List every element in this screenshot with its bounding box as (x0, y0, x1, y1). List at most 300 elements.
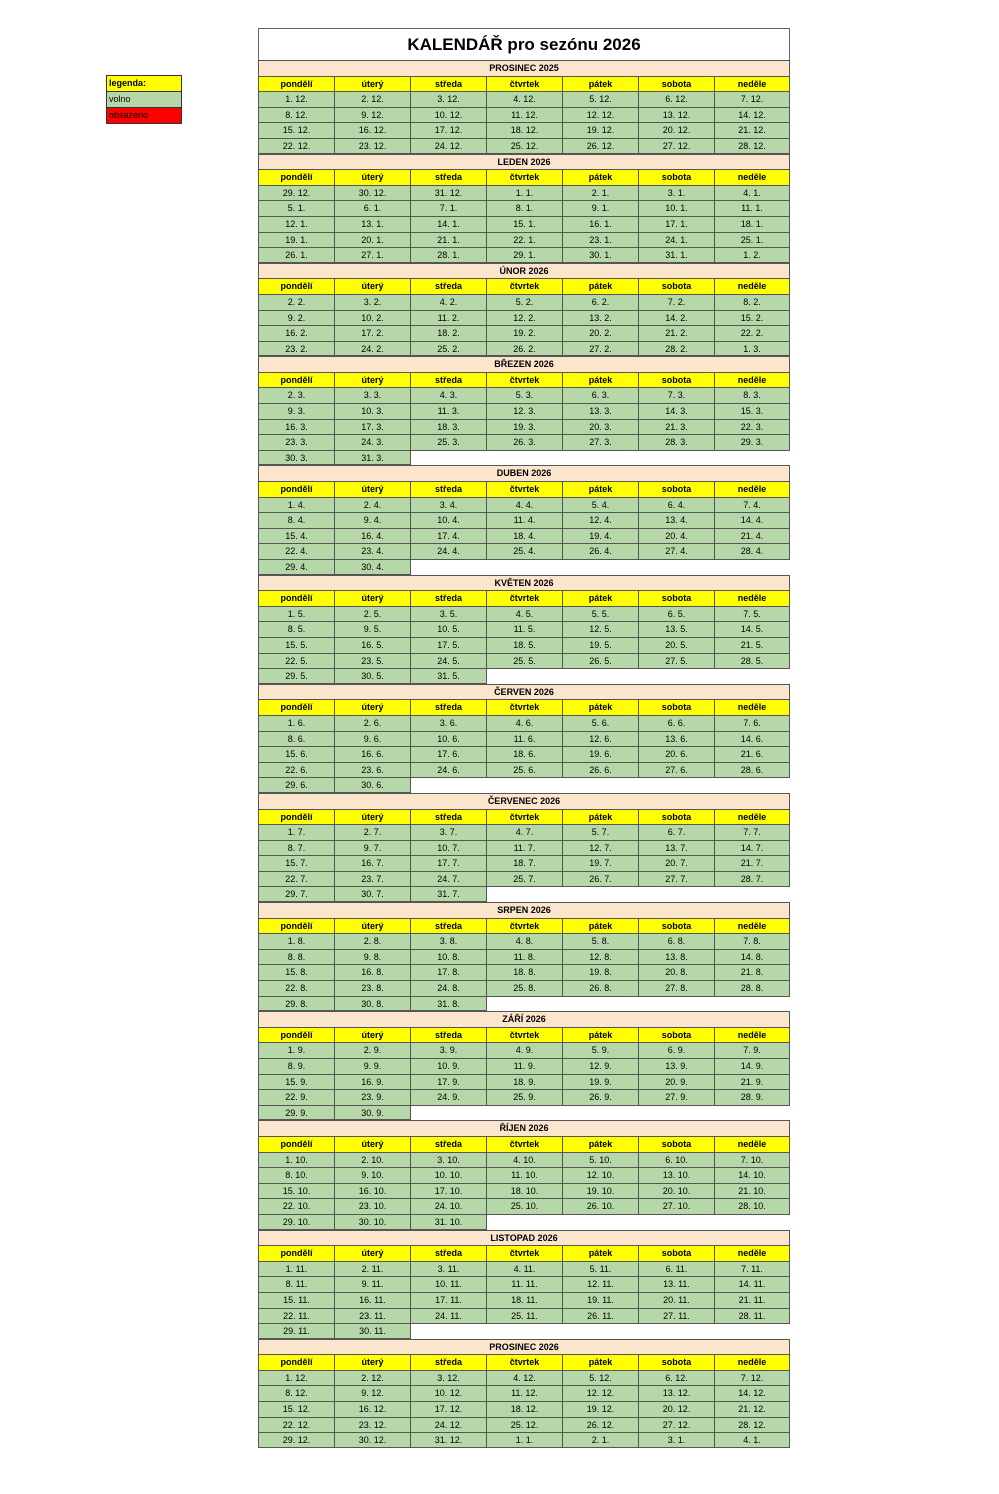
day-cell[interactable]: 25. 3. (410, 434, 486, 450)
day-cell[interactable]: 24. 12. (410, 1417, 486, 1433)
day-cell[interactable]: 16. 12. (334, 1401, 410, 1417)
day-cell[interactable]: 11. 4. (486, 512, 562, 528)
day-cell[interactable]: 14. 7. (714, 840, 790, 856)
day-cell[interactable]: 29. 8. (258, 996, 334, 1012)
day-cell[interactable]: 1. 3. (714, 341, 790, 357)
day-cell[interactable]: 19. 10. (562, 1183, 638, 1199)
day-cell[interactable]: 18. 8. (486, 964, 562, 980)
day-cell[interactable]: 18. 2. (410, 325, 486, 341)
day-cell[interactable]: 17. 6. (410, 746, 486, 762)
day-cell[interactable]: 21. 3. (638, 419, 714, 435)
day-cell[interactable]: 7. 11. (714, 1261, 790, 1277)
day-cell[interactable]: 30. 3. (258, 450, 334, 466)
day-cell[interactable]: 31. 3. (334, 450, 410, 466)
day-cell[interactable]: 28. 12. (714, 1417, 790, 1433)
day-cell[interactable]: 2. 12. (334, 91, 410, 107)
day-cell[interactable]: 24. 8. (410, 980, 486, 996)
day-cell[interactable]: 14. 4. (714, 512, 790, 528)
day-cell[interactable]: 3. 3. (334, 387, 410, 403)
day-cell[interactable]: 21. 4. (714, 528, 790, 544)
day-cell[interactable]: 7. 7. (714, 824, 790, 840)
day-cell[interactable]: 18. 4. (486, 528, 562, 544)
day-cell[interactable]: 8. 8. (258, 949, 334, 965)
day-cell[interactable]: 17. 9. (410, 1074, 486, 1090)
day-cell[interactable]: 30. 8. (334, 996, 410, 1012)
day-cell[interactable]: 28. 4. (714, 543, 790, 559)
day-cell[interactable]: 18. 6. (486, 746, 562, 762)
day-cell[interactable]: 13. 10. (638, 1167, 714, 1183)
day-cell[interactable]: 26. 10. (562, 1198, 638, 1214)
day-cell[interactable]: 13. 5. (638, 621, 714, 637)
day-cell[interactable]: 27. 7. (638, 871, 714, 887)
day-cell[interactable]: 27. 11. (638, 1308, 714, 1324)
day-cell[interactable]: 12. 2. (486, 310, 562, 326)
day-cell[interactable]: 22. 12. (258, 1417, 334, 1433)
day-cell[interactable]: 1. 8. (258, 933, 334, 949)
day-cell[interactable]: 2. 11. (334, 1261, 410, 1277)
day-cell[interactable]: 26. 9. (562, 1089, 638, 1105)
day-cell[interactable]: 1. 5. (258, 606, 334, 622)
day-cell[interactable]: 8. 6. (258, 731, 334, 747)
day-cell[interactable]: 2. 6. (334, 715, 410, 731)
day-cell[interactable]: 26. 3. (486, 434, 562, 450)
day-cell[interactable]: 10. 4. (410, 512, 486, 528)
day-cell[interactable]: 14. 12. (714, 1385, 790, 1401)
day-cell[interactable]: 20. 3. (562, 419, 638, 435)
day-cell[interactable]: 11. 2. (410, 310, 486, 326)
day-cell[interactable]: 5. 1. (258, 200, 334, 216)
day-cell[interactable]: 12. 4. (562, 512, 638, 528)
day-cell[interactable]: 15. 6. (258, 746, 334, 762)
day-cell[interactable]: 3. 10. (410, 1152, 486, 1168)
day-cell[interactable]: 5. 10. (562, 1152, 638, 1168)
day-cell[interactable]: 6. 9. (638, 1042, 714, 1058)
day-cell[interactable]: 18. 7. (486, 855, 562, 871)
day-cell[interactable]: 11. 3. (410, 403, 486, 419)
day-cell[interactable]: 31. 1. (638, 247, 714, 263)
day-cell[interactable]: 31. 12. (410, 185, 486, 201)
day-cell[interactable]: 28. 6. (714, 762, 790, 778)
day-cell[interactable]: 12. 12. (562, 107, 638, 123)
day-cell[interactable]: 25. 5. (486, 653, 562, 669)
day-cell[interactable]: 29. 5. (258, 668, 334, 684)
day-cell[interactable]: 24. 9. (410, 1089, 486, 1105)
day-cell[interactable]: 1. 9. (258, 1042, 334, 1058)
day-cell[interactable]: 20. 1. (334, 232, 410, 248)
day-cell[interactable]: 5. 11. (562, 1261, 638, 1277)
day-cell[interactable]: 30. 5. (334, 668, 410, 684)
day-cell[interactable]: 3. 4. (410, 497, 486, 513)
day-cell[interactable]: 7. 6. (714, 715, 790, 731)
day-cell[interactable]: 23. 5. (334, 653, 410, 669)
day-cell[interactable]: 21. 9. (714, 1074, 790, 1090)
day-cell[interactable]: 2. 1. (562, 185, 638, 201)
day-cell[interactable]: 31. 7. (410, 886, 486, 902)
day-cell[interactable]: 5. 8. (562, 933, 638, 949)
day-cell[interactable]: 8. 5. (258, 621, 334, 637)
day-cell[interactable]: 23. 12. (334, 1417, 410, 1433)
day-cell[interactable]: 27. 5. (638, 653, 714, 669)
day-cell[interactable]: 13. 12. (638, 107, 714, 123)
day-cell[interactable]: 29. 12. (258, 1432, 334, 1448)
day-cell[interactable]: 19. 11. (562, 1292, 638, 1308)
day-cell[interactable]: 26. 7. (562, 871, 638, 887)
day-cell[interactable]: 14. 6. (714, 731, 790, 747)
day-cell[interactable]: 12. 8. (562, 949, 638, 965)
day-cell[interactable]: 25. 12. (486, 138, 562, 154)
day-cell[interactable]: 25. 1. (714, 232, 790, 248)
day-cell[interactable]: 16. 8. (334, 964, 410, 980)
day-cell[interactable]: 22. 5. (258, 653, 334, 669)
day-cell[interactable]: 23. 1. (562, 232, 638, 248)
day-cell[interactable]: 8. 9. (258, 1058, 334, 1074)
day-cell[interactable]: 9. 8. (334, 949, 410, 965)
day-cell[interactable]: 24. 11. (410, 1308, 486, 1324)
day-cell[interactable]: 18. 9. (486, 1074, 562, 1090)
day-cell[interactable]: 6. 3. (562, 387, 638, 403)
day-cell[interactable]: 19. 2. (486, 325, 562, 341)
day-cell[interactable]: 24. 4. (410, 543, 486, 559)
day-cell[interactable]: 3. 6. (410, 715, 486, 731)
day-cell[interactable]: 9. 12. (334, 1385, 410, 1401)
day-cell[interactable]: 27. 10. (638, 1198, 714, 1214)
day-cell[interactable]: 22. 10. (258, 1198, 334, 1214)
day-cell[interactable]: 10. 5. (410, 621, 486, 637)
day-cell[interactable]: 8. 10. (258, 1167, 334, 1183)
day-cell[interactable]: 16. 5. (334, 637, 410, 653)
day-cell[interactable]: 25. 11. (486, 1308, 562, 1324)
day-cell[interactable]: 9. 12. (334, 107, 410, 123)
day-cell[interactable]: 18. 12. (486, 122, 562, 138)
day-cell[interactable]: 1. 1. (486, 1432, 562, 1448)
day-cell[interactable]: 5. 7. (562, 824, 638, 840)
day-cell[interactable]: 26. 5. (562, 653, 638, 669)
day-cell[interactable]: 28. 1. (410, 247, 486, 263)
day-cell[interactable]: 28. 7. (714, 871, 790, 887)
day-cell[interactable]: 11. 12. (486, 107, 562, 123)
day-cell[interactable]: 11. 6. (486, 731, 562, 747)
day-cell[interactable]: 18. 11. (486, 1292, 562, 1308)
day-cell[interactable]: 3. 1. (638, 185, 714, 201)
day-cell[interactable]: 15. 11. (258, 1292, 334, 1308)
day-cell[interactable]: 22. 12. (258, 138, 334, 154)
day-cell[interactable]: 17. 2. (334, 325, 410, 341)
day-cell[interactable]: 30. 7. (334, 886, 410, 902)
day-cell[interactable]: 8. 12. (258, 1385, 334, 1401)
day-cell[interactable]: 18. 5. (486, 637, 562, 653)
day-cell[interactable]: 3. 11. (410, 1261, 486, 1277)
day-cell[interactable]: 10. 7. (410, 840, 486, 856)
day-cell[interactable]: 4. 4. (486, 497, 562, 513)
day-cell[interactable]: 18. 1. (714, 216, 790, 232)
day-cell[interactable]: 6. 5. (638, 606, 714, 622)
day-cell[interactable]: 14. 2. (638, 310, 714, 326)
day-cell[interactable]: 21. 10. (714, 1183, 790, 1199)
day-cell[interactable]: 28. 11. (714, 1308, 790, 1324)
day-cell[interactable]: 22. 1. (486, 232, 562, 248)
day-cell[interactable]: 4. 9. (486, 1042, 562, 1058)
day-cell[interactable]: 21. 12. (714, 1401, 790, 1417)
day-cell[interactable]: 9. 7. (334, 840, 410, 856)
day-cell[interactable]: 13. 3. (562, 403, 638, 419)
day-cell[interactable]: 5. 5. (562, 606, 638, 622)
day-cell[interactable]: 11. 9. (486, 1058, 562, 1074)
day-cell[interactable]: 16. 7. (334, 855, 410, 871)
day-cell[interactable]: 24. 7. (410, 871, 486, 887)
day-cell[interactable]: 3. 2. (334, 294, 410, 310)
day-cell[interactable]: 17. 3. (334, 419, 410, 435)
day-cell[interactable]: 4. 1. (714, 1432, 790, 1448)
day-cell[interactable]: 5. 3. (486, 387, 562, 403)
day-cell[interactable]: 26. 1. (258, 247, 334, 263)
day-cell[interactable]: 12. 11. (562, 1276, 638, 1292)
day-cell[interactable]: 20. 11. (638, 1292, 714, 1308)
day-cell[interactable]: 27. 12. (638, 1417, 714, 1433)
day-cell[interactable]: 14. 3. (638, 403, 714, 419)
day-cell[interactable]: 2. 7. (334, 824, 410, 840)
day-cell[interactable]: 20. 6. (638, 746, 714, 762)
day-cell[interactable]: 16. 2. (258, 325, 334, 341)
day-cell[interactable]: 15. 10. (258, 1183, 334, 1199)
day-cell[interactable]: 16. 11. (334, 1292, 410, 1308)
day-cell[interactable]: 25. 4. (486, 543, 562, 559)
day-cell[interactable]: 10. 12. (410, 1385, 486, 1401)
day-cell[interactable]: 24. 2. (334, 341, 410, 357)
day-cell[interactable]: 2. 8. (334, 933, 410, 949)
day-cell[interactable]: 29. 6. (258, 777, 334, 793)
day-cell[interactable]: 21. 2. (638, 325, 714, 341)
day-cell[interactable]: 20. 8. (638, 964, 714, 980)
day-cell[interactable]: 9. 10. (334, 1167, 410, 1183)
day-cell[interactable]: 19. 4. (562, 528, 638, 544)
day-cell[interactable]: 20. 10. (638, 1183, 714, 1199)
day-cell[interactable]: 2. 10. (334, 1152, 410, 1168)
day-cell[interactable]: 4. 12. (486, 91, 562, 107)
day-cell[interactable]: 20. 4. (638, 528, 714, 544)
day-cell[interactable]: 13. 9. (638, 1058, 714, 1074)
day-cell[interactable]: 29. 4. (258, 559, 334, 575)
day-cell[interactable]: 11. 7. (486, 840, 562, 856)
day-cell[interactable]: 11. 1. (714, 200, 790, 216)
day-cell[interactable]: 20. 12. (638, 122, 714, 138)
day-cell[interactable]: 12. 1. (258, 216, 334, 232)
day-cell[interactable]: 1. 4. (258, 497, 334, 513)
day-cell[interactable]: 29. 12. (258, 185, 334, 201)
day-cell[interactable]: 4. 2. (410, 294, 486, 310)
day-cell[interactable]: 21. 6. (714, 746, 790, 762)
day-cell[interactable]: 26. 8. (562, 980, 638, 996)
day-cell[interactable]: 5. 2. (486, 294, 562, 310)
day-cell[interactable]: 9. 4. (334, 512, 410, 528)
day-cell[interactable]: 4. 10. (486, 1152, 562, 1168)
day-cell[interactable]: 7. 9. (714, 1042, 790, 1058)
day-cell[interactable]: 1. 6. (258, 715, 334, 731)
day-cell[interactable]: 13. 7. (638, 840, 714, 856)
day-cell[interactable]: 11. 10. (486, 1167, 562, 1183)
day-cell[interactable]: 25. 6. (486, 762, 562, 778)
day-cell[interactable]: 5. 6. (562, 715, 638, 731)
day-cell[interactable]: 22. 9. (258, 1089, 334, 1105)
day-cell[interactable]: 7. 4. (714, 497, 790, 513)
day-cell[interactable]: 24. 1. (638, 232, 714, 248)
day-cell[interactable]: 14. 10. (714, 1167, 790, 1183)
day-cell[interactable]: 17. 1. (638, 216, 714, 232)
day-cell[interactable]: 19. 1. (258, 232, 334, 248)
day-cell[interactable]: 17. 7. (410, 855, 486, 871)
day-cell[interactable]: 10. 3. (334, 403, 410, 419)
day-cell[interactable]: 27. 8. (638, 980, 714, 996)
day-cell[interactable]: 22. 7. (258, 871, 334, 887)
day-cell[interactable]: 22. 11. (258, 1308, 334, 1324)
day-cell[interactable]: 7. 1. (410, 200, 486, 216)
day-cell[interactable]: 13. 2. (562, 310, 638, 326)
day-cell[interactable]: 19. 7. (562, 855, 638, 871)
day-cell[interactable]: 10. 10. (410, 1167, 486, 1183)
day-cell[interactable]: 24. 6. (410, 762, 486, 778)
day-cell[interactable]: 31. 12. (410, 1432, 486, 1448)
day-cell[interactable]: 23. 12. (334, 138, 410, 154)
day-cell[interactable]: 2. 5. (334, 606, 410, 622)
day-cell[interactable]: 6. 11. (638, 1261, 714, 1277)
day-cell[interactable]: 10. 12. (410, 107, 486, 123)
day-cell[interactable]: 3. 1. (638, 1432, 714, 1448)
day-cell[interactable]: 26. 12. (562, 1417, 638, 1433)
day-cell[interactable]: 12. 5. (562, 621, 638, 637)
day-cell[interactable]: 10. 9. (410, 1058, 486, 1074)
day-cell[interactable]: 3. 12. (410, 1370, 486, 1386)
day-cell[interactable]: 18. 10. (486, 1183, 562, 1199)
day-cell[interactable]: 31. 10. (410, 1214, 486, 1230)
day-cell[interactable]: 4. 12. (486, 1370, 562, 1386)
day-cell[interactable]: 26. 2. (486, 341, 562, 357)
day-cell[interactable]: 22. 4. (258, 543, 334, 559)
day-cell[interactable]: 5. 9. (562, 1042, 638, 1058)
day-cell[interactable]: 2. 1. (562, 1432, 638, 1448)
day-cell[interactable]: 27. 12. (638, 138, 714, 154)
day-cell[interactable]: 1. 11. (258, 1261, 334, 1277)
day-cell[interactable]: 19. 12. (562, 122, 638, 138)
day-cell[interactable]: 7. 5. (714, 606, 790, 622)
day-cell[interactable]: 13. 1. (334, 216, 410, 232)
day-cell[interactable]: 4. 3. (410, 387, 486, 403)
day-cell[interactable]: 12. 12. (562, 1385, 638, 1401)
day-cell[interactable]: 6. 12. (638, 1370, 714, 1386)
day-cell[interactable]: 18. 12. (486, 1401, 562, 1417)
day-cell[interactable]: 30. 12. (334, 185, 410, 201)
day-cell[interactable]: 4. 1. (714, 185, 790, 201)
day-cell[interactable]: 2. 9. (334, 1042, 410, 1058)
day-cell[interactable]: 6. 6. (638, 715, 714, 731)
day-cell[interactable]: 10. 8. (410, 949, 486, 965)
day-cell[interactable]: 20. 2. (562, 325, 638, 341)
day-cell[interactable]: 16. 1. (562, 216, 638, 232)
day-cell[interactable]: 29. 9. (258, 1105, 334, 1121)
day-cell[interactable]: 28. 5. (714, 653, 790, 669)
day-cell[interactable]: 19. 12. (562, 1401, 638, 1417)
day-cell[interactable]: 7. 3. (638, 387, 714, 403)
day-cell[interactable]: 15. 9. (258, 1074, 334, 1090)
day-cell[interactable]: 27. 9. (638, 1089, 714, 1105)
day-cell[interactable]: 27. 1. (334, 247, 410, 263)
day-cell[interactable]: 19. 8. (562, 964, 638, 980)
day-cell[interactable]: 5. 12. (562, 1370, 638, 1386)
day-cell[interactable]: 10. 6. (410, 731, 486, 747)
day-cell[interactable]: 2. 3. (258, 387, 334, 403)
day-cell[interactable]: 6. 2. (562, 294, 638, 310)
day-cell[interactable]: 22. 6. (258, 762, 334, 778)
day-cell[interactable]: 23. 6. (334, 762, 410, 778)
day-cell[interactable]: 30. 4. (334, 559, 410, 575)
day-cell[interactable]: 23. 7. (334, 871, 410, 887)
day-cell[interactable]: 12. 10. (562, 1167, 638, 1183)
day-cell[interactable]: 12. 7. (562, 840, 638, 856)
day-cell[interactable]: 8. 2. (714, 294, 790, 310)
day-cell[interactable]: 29. 7. (258, 886, 334, 902)
day-cell[interactable]: 16. 12. (334, 122, 410, 138)
day-cell[interactable]: 19. 9. (562, 1074, 638, 1090)
day-cell[interactable]: 6. 8. (638, 933, 714, 949)
day-cell[interactable]: 3. 12. (410, 91, 486, 107)
day-cell[interactable]: 9. 2. (258, 310, 334, 326)
day-cell[interactable]: 28. 12. (714, 138, 790, 154)
day-cell[interactable]: 1. 1. (486, 185, 562, 201)
day-cell[interactable]: 19. 6. (562, 746, 638, 762)
day-cell[interactable]: 23. 2. (258, 341, 334, 357)
day-cell[interactable]: 14. 8. (714, 949, 790, 965)
day-cell[interactable]: 8. 12. (258, 107, 334, 123)
day-cell[interactable]: 7. 2. (638, 294, 714, 310)
day-cell[interactable]: 8. 1. (486, 200, 562, 216)
day-cell[interactable]: 13. 6. (638, 731, 714, 747)
day-cell[interactable]: 19. 3. (486, 419, 562, 435)
day-cell[interactable]: 4. 7. (486, 824, 562, 840)
day-cell[interactable]: 30. 9. (334, 1105, 410, 1121)
day-cell[interactable]: 26. 11. (562, 1308, 638, 1324)
day-cell[interactable]: 22. 2. (714, 325, 790, 341)
day-cell[interactable]: 13. 8. (638, 949, 714, 965)
day-cell[interactable]: 28. 9. (714, 1089, 790, 1105)
day-cell[interactable]: 15. 1. (486, 216, 562, 232)
day-cell[interactable]: 22. 3. (714, 419, 790, 435)
day-cell[interactable]: 15. 8. (258, 964, 334, 980)
day-cell[interactable]: 29. 10. (258, 1214, 334, 1230)
day-cell[interactable]: 14. 9. (714, 1058, 790, 1074)
day-cell[interactable]: 16. 9. (334, 1074, 410, 1090)
day-cell[interactable]: 16. 3. (258, 419, 334, 435)
day-cell[interactable]: 31. 5. (410, 668, 486, 684)
day-cell[interactable]: 27. 3. (562, 434, 638, 450)
day-cell[interactable]: 12. 6. (562, 731, 638, 747)
day-cell[interactable]: 9. 6. (334, 731, 410, 747)
day-cell[interactable]: 25. 2. (410, 341, 486, 357)
day-cell[interactable]: 25. 10. (486, 1198, 562, 1214)
day-cell[interactable]: 23. 4. (334, 543, 410, 559)
day-cell[interactable]: 9. 1. (562, 200, 638, 216)
day-cell[interactable]: 8. 7. (258, 840, 334, 856)
day-cell[interactable]: 7. 8. (714, 933, 790, 949)
day-cell[interactable]: 21. 5. (714, 637, 790, 653)
day-cell[interactable]: 30. 10. (334, 1214, 410, 1230)
day-cell[interactable]: 29. 11. (258, 1323, 334, 1339)
day-cell[interactable]: 6. 1. (334, 200, 410, 216)
day-cell[interactable]: 1. 12. (258, 1370, 334, 1386)
day-cell[interactable]: 20. 9. (638, 1074, 714, 1090)
day-cell[interactable]: 17. 12. (410, 1401, 486, 1417)
day-cell[interactable]: 18. 3. (410, 419, 486, 435)
day-cell[interactable]: 9. 5. (334, 621, 410, 637)
day-cell[interactable]: 20. 5. (638, 637, 714, 653)
day-cell[interactable]: 2. 2. (258, 294, 334, 310)
